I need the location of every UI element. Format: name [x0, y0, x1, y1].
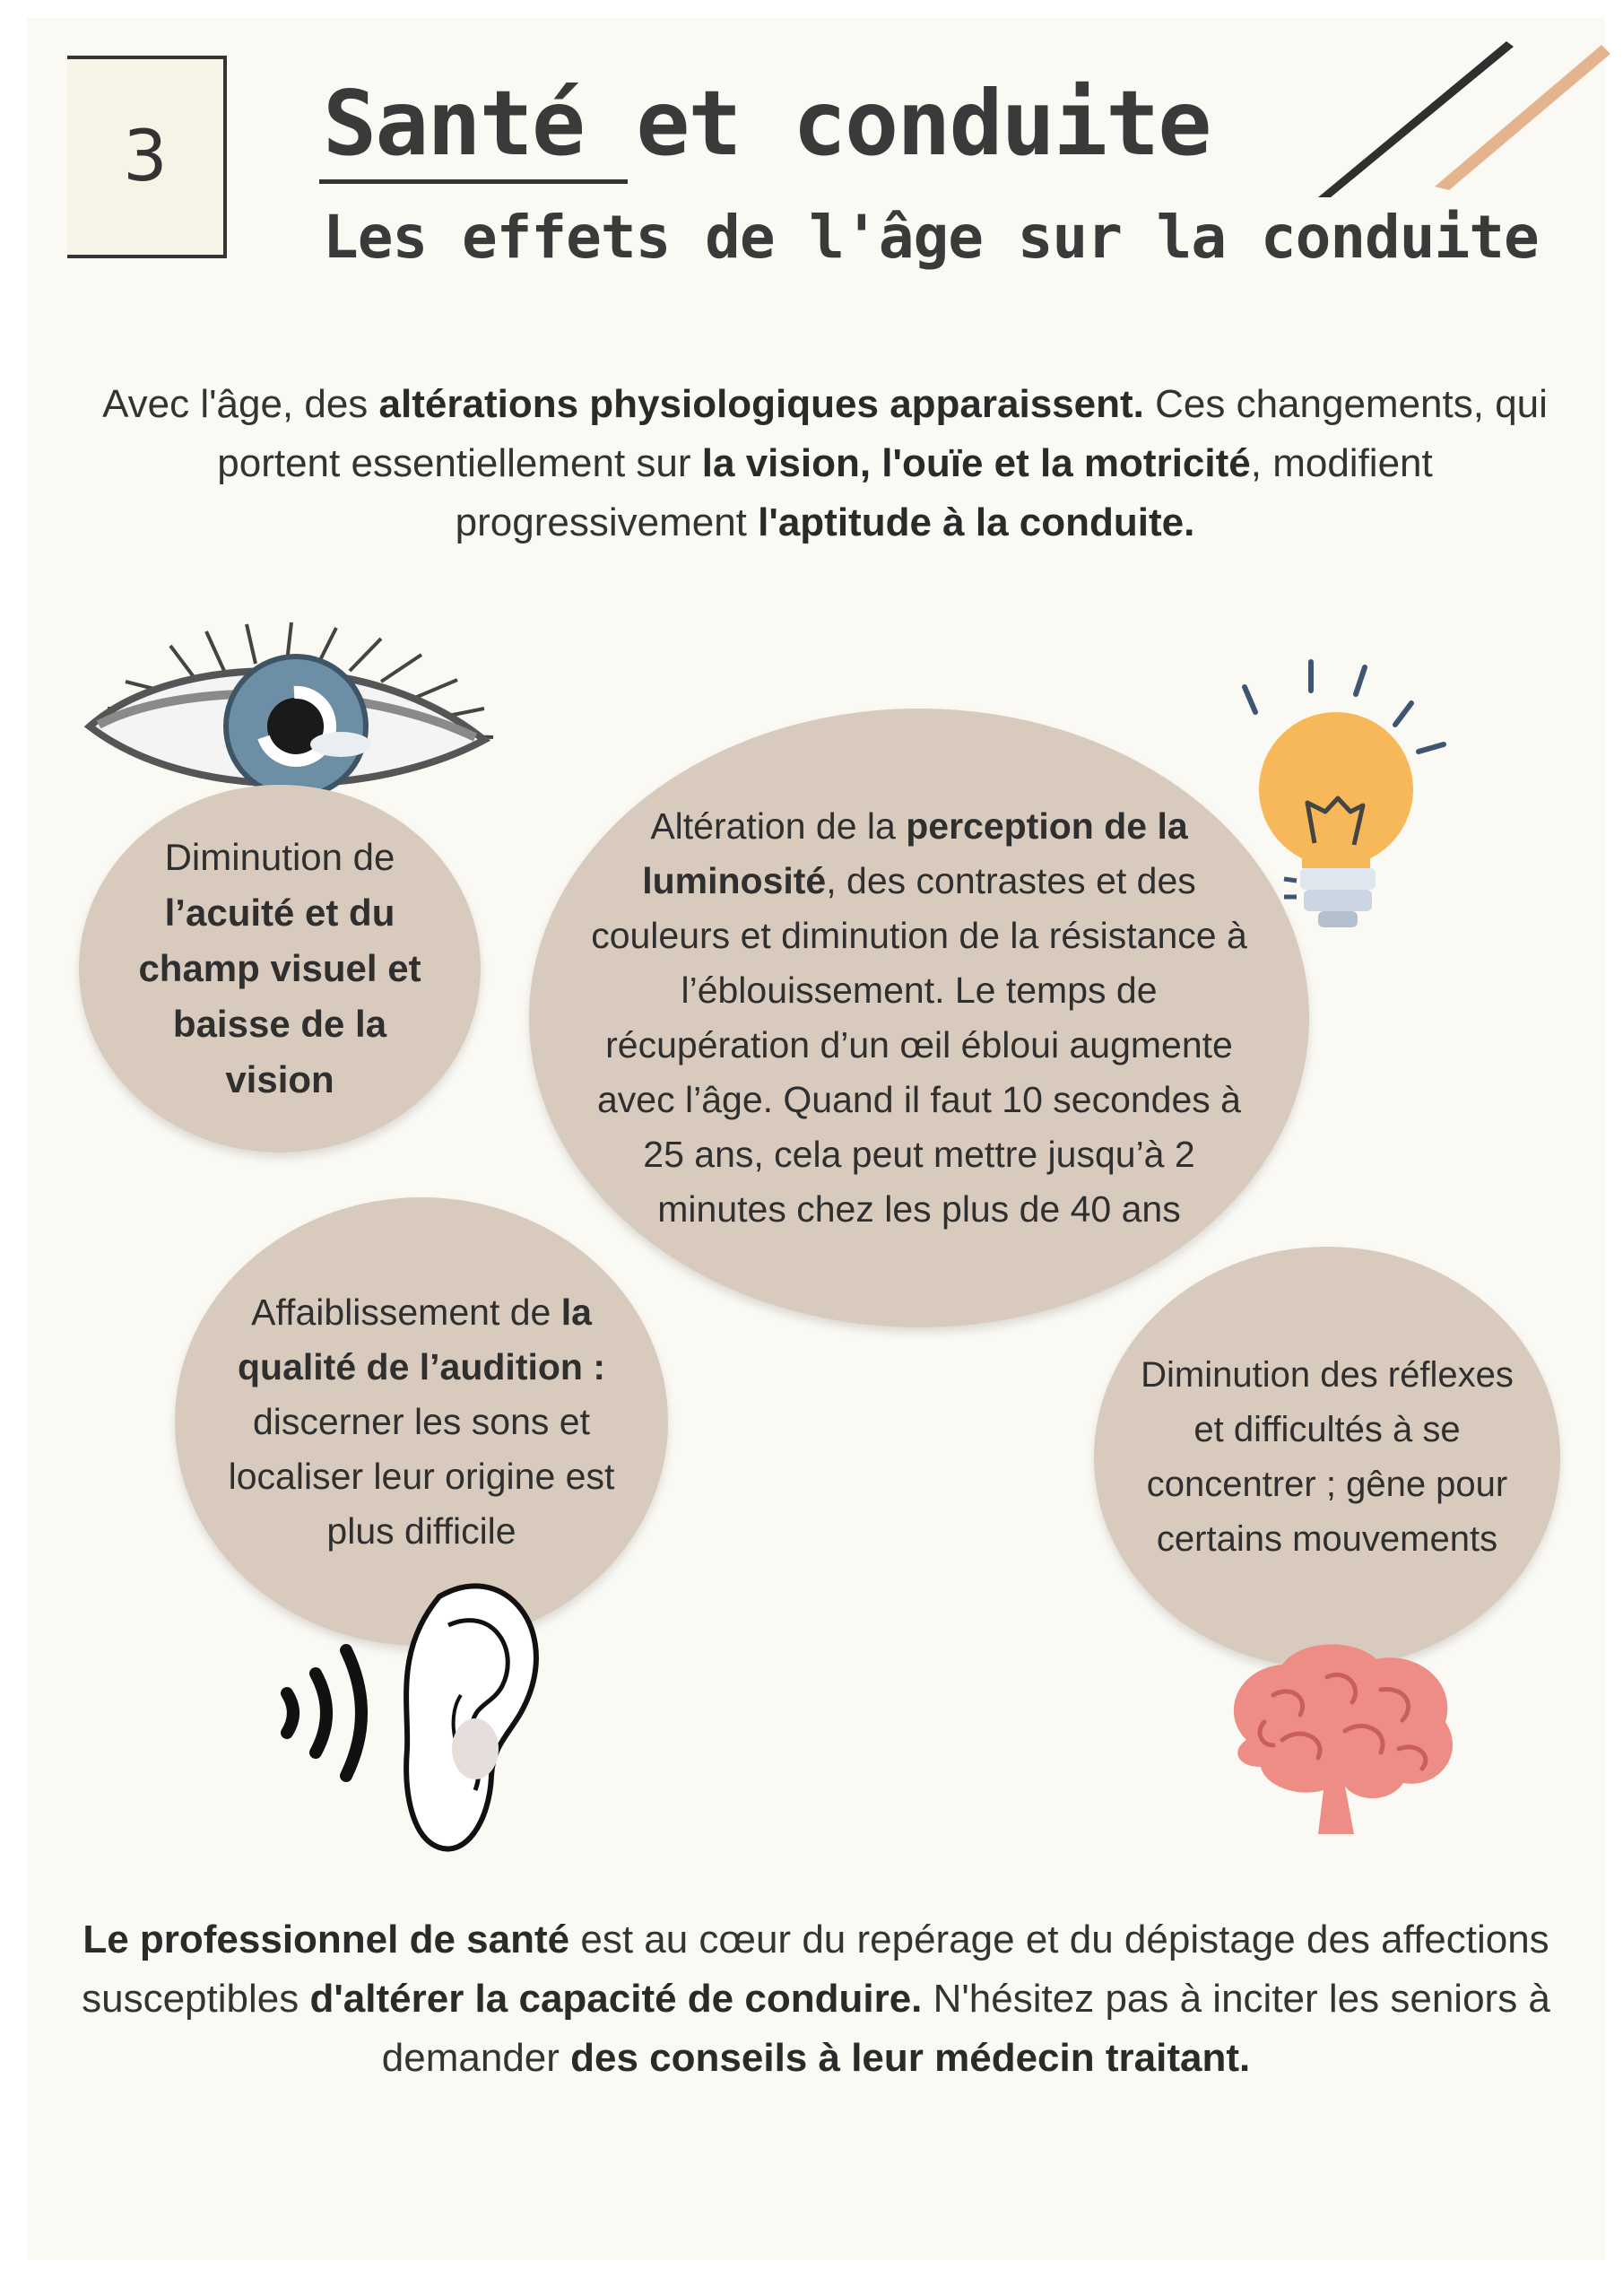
bubble-luminosity-bold: perception de la luminosité: [642, 805, 1188, 901]
bubble-hearing-bold: la qualité de l’audition :: [238, 1291, 605, 1387]
intro-bold-3: l'aptitude à la conduite.: [758, 500, 1195, 544]
bubble-hearing-text-1: Affaiblissement de: [251, 1291, 561, 1333]
bubble-vision-bold: l’acuité et du champ visuel et baisse de la vision: [138, 891, 421, 1100]
bubble-reflexes: [1094, 1247, 1560, 1668]
page-subtitle: Les effets de l'âge sur la conduite: [323, 203, 1539, 272]
bubble-vision: [79, 785, 481, 1152]
ear-icon: [386, 1570, 556, 1866]
outro-text-2: N'hésitez pas à inciter les seniors à demander: [381, 1977, 1550, 2080]
section-number-box: [67, 56, 227, 258]
pencil-decoration-icon: [1309, 36, 1614, 206]
intro-text-2: Ces changements, qui portent essentiellement sur: [217, 382, 1548, 485]
bubble-reflexes-text: Diminution des réflexes et difficultés à se concentrer ; gêne pour certains mouvements: [1141, 1355, 1514, 1559]
eye-icon: [72, 619, 520, 807]
title-underline: [319, 179, 628, 184]
intro-paragraph: [90, 375, 1560, 552]
outro-bold-1: Le professionnel de santé: [82, 1918, 570, 1961]
conclusion-paragraph: [81, 1910, 1551, 2088]
bubble-luminosity-text-1: Altération de la: [650, 805, 907, 847]
section-number: 3: [123, 117, 168, 197]
brain-icon: [1211, 1632, 1471, 1848]
bubble-vision-text: Diminution de: [164, 836, 395, 878]
page-title: Santé et conduite: [323, 71, 1211, 176]
bubble-luminosity: [529, 709, 1309, 1327]
bubble-luminosity-text-2: , des contrastes et des couleurs et diminution de la résistance à l’éblouissement. Le temps de récupération d’un œil ébloui augmente avec l’âge. Quand il faut 10 secondes à 25 ans, cela peut mettre jusqu’à 2 minutes chez les plus de 40 ans: [591, 860, 1247, 1230]
intro-text-3: , modifient progressivement: [455, 441, 1433, 544]
intro-text-1: Avec l'âge, des: [102, 382, 379, 426]
outro-bold-2: d'altérer la capacité de conduire.: [309, 1977, 923, 2021]
bubble-hearing-text-2: discerner les sons et localiser leur origine est plus difficile: [228, 1400, 615, 1552]
outro-bold-3: des conseils à leur médecin traitant.: [570, 2036, 1251, 2080]
intro-bold-2: la vision, l'ouïe et la motricité: [701, 441, 1251, 485]
outro-text-1: est au cœur du repérage et du dépistage des affections susceptibles: [82, 1918, 1549, 2021]
sound-waves-icon: [269, 1623, 395, 1803]
intro-bold-1: altérations physiologiques apparaissent.: [378, 382, 1144, 426]
